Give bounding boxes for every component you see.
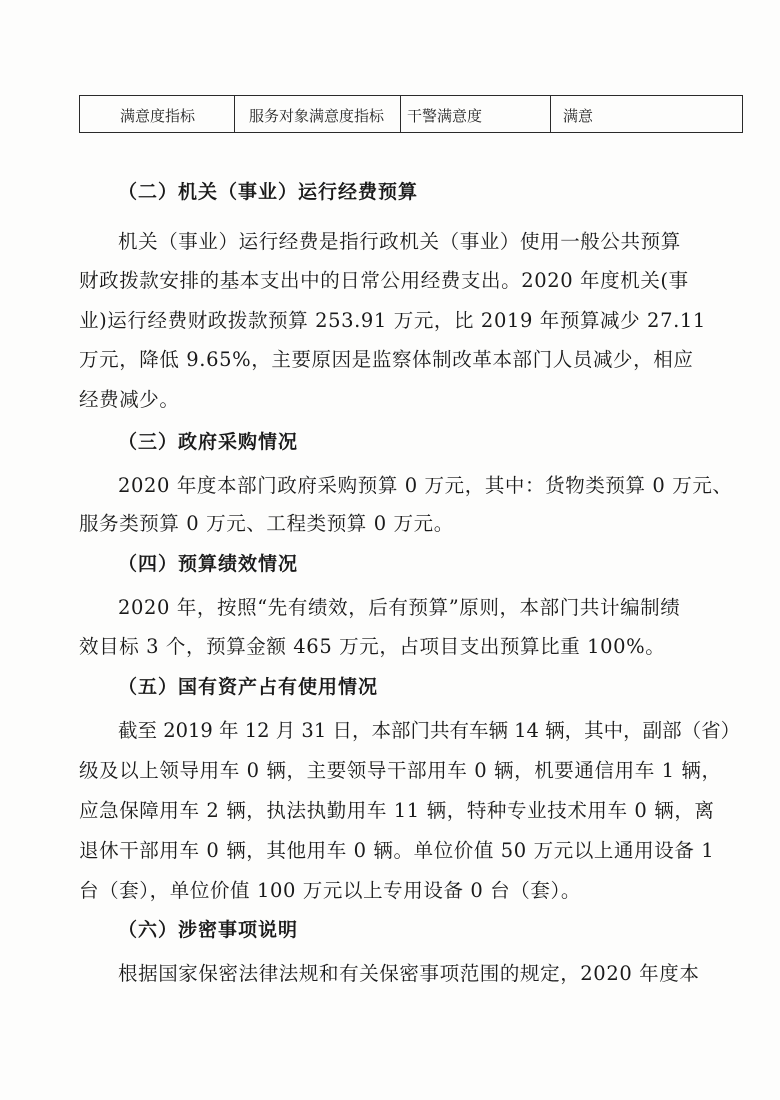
paragraph-line: 服务类预算 0 万元、工程类预算 0 万元。 xyxy=(79,512,454,535)
paragraph-line: 2020 年度本部门政府采购预算 0 万元，其中：货物类预算 0 万元、 xyxy=(118,474,733,497)
paragraph-line: 财政拨款安排的基本支出中的日常公用经费支出。2020 年度机关(事 xyxy=(79,269,689,292)
section-heading-state-assets: （五）国有资产占有使用情况 xyxy=(118,676,379,698)
paragraph-line: 级及以上领导用车 0 辆，主要领导干部用车 0 辆，机要通信用车 1 辆， xyxy=(79,759,722,782)
paragraph-line: 应急保障用车 2 辆，执法执勤用车 11 辆，特种专业技术用车 0 辆，离 xyxy=(79,799,715,822)
paragraph-line: 2020 年，按照“先有绩效，后有预算”原则，本部门共计编制绩 xyxy=(118,596,681,619)
paragraph-line: 根据国家保密法律法规和有关保密事项范围的规定，2020 年度本 xyxy=(118,962,700,985)
paragraph-line: 台（套），单位价值 100 万元以上专用设备 0 台（套）。 xyxy=(79,879,581,902)
paragraph-line: 效目标 3 个，预算金额 465 万元，占项目支出预算比重 100%。 xyxy=(79,635,666,658)
paragraph-line: 机关（事业）运行经费是指行政机关（事业）使用一般公共预算 xyxy=(118,230,681,253)
section-heading-classified-matters: （六）涉密事项说明 xyxy=(118,919,299,941)
satisfaction-indicator-table-row xyxy=(79,95,743,133)
table-cell-category: 满意度指标 xyxy=(80,96,235,132)
paragraph-line: 经费减少。 xyxy=(79,388,180,411)
section-heading-budget-performance: （四）预算绩效情况 xyxy=(118,553,299,575)
paragraph-line: 退休干部用车 0 辆，其他用车 0 辆。单位价值 50 万元以上通用设备 1 xyxy=(79,839,715,862)
paragraph-line: 业)运行经费财政拨款预算 253.91 万元，比 2019 年预算减少 27.11 xyxy=(79,309,706,332)
section-heading-operating-expenses: （二）机关（事业）运行经费预算 xyxy=(118,181,419,203)
paragraph-line: 万元，降低 9.65%，主要原因是监察体制改革本部门人员减少，相应 xyxy=(79,348,694,371)
table-cell-subcategory: 服务对象满意度指标 xyxy=(235,96,401,132)
table-cell-value: 满意 xyxy=(563,106,594,125)
table-cell-indicator: 干警满意度 xyxy=(401,96,551,132)
paragraph-line: 截至 2019 年 12 月 31 日，本部门共有车辆 14 辆，其中，副部（省） xyxy=(118,719,741,742)
section-heading-government-procurement: （三）政府采购情况 xyxy=(118,431,299,453)
